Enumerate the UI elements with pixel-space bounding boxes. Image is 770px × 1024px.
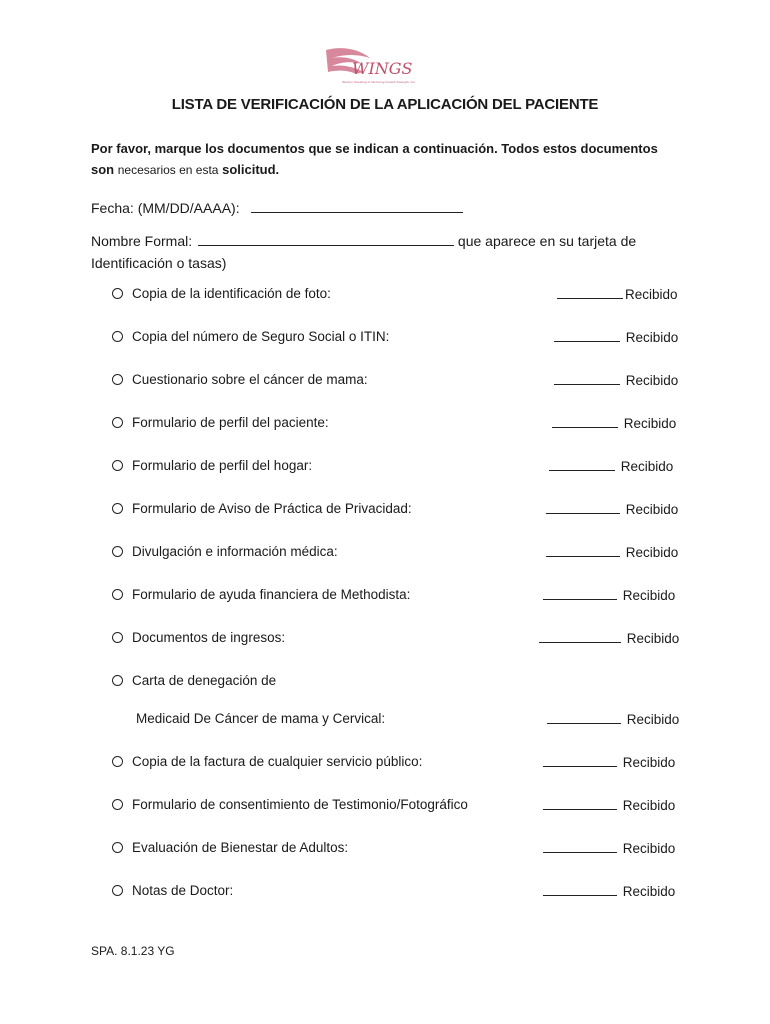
footer-code: SPA. 8.1.23 YG bbox=[91, 944, 175, 958]
checkbox-circle-icon[interactable] bbox=[112, 799, 123, 810]
received-input-line[interactable] bbox=[547, 711, 621, 724]
received-field bbox=[543, 883, 675, 899]
checklist-item bbox=[112, 286, 331, 301]
received-label: Recibido bbox=[625, 545, 679, 560]
name-line2: Identificación o tasas) bbox=[91, 255, 227, 271]
checklist-item bbox=[112, 372, 368, 387]
checkbox-circle-icon[interactable] bbox=[112, 460, 123, 471]
received-field bbox=[543, 754, 675, 770]
received-input-line[interactable] bbox=[539, 630, 621, 643]
checkbox-circle-icon[interactable] bbox=[112, 675, 123, 686]
received-label: Recibido bbox=[622, 755, 676, 770]
checklist-item bbox=[112, 415, 329, 430]
name-label: Nombre Formal: bbox=[91, 233, 193, 249]
received-field bbox=[549, 458, 673, 474]
received-input-line[interactable] bbox=[554, 329, 620, 342]
received-label: Recibido bbox=[623, 416, 677, 431]
received-label: Recibido bbox=[626, 712, 680, 727]
received-label: Recibido bbox=[620, 459, 674, 474]
received-input-line[interactable] bbox=[554, 372, 620, 385]
checkbox-circle-icon[interactable] bbox=[112, 756, 123, 767]
item-label: Formulario de ayuda financiera de Methodista: bbox=[132, 587, 411, 602]
checkbox-circle-icon[interactable] bbox=[112, 589, 123, 600]
received-label: Recibido bbox=[622, 841, 676, 856]
received-label: Recibido bbox=[622, 798, 676, 813]
received-input-line[interactable] bbox=[543, 840, 617, 853]
received-input-line[interactable] bbox=[549, 458, 615, 471]
checkbox-circle-icon[interactable] bbox=[112, 885, 123, 896]
received-field bbox=[543, 797, 675, 813]
received-label: Recibido bbox=[622, 588, 676, 603]
received-field bbox=[557, 286, 678, 302]
received-label: Recibido bbox=[625, 287, 678, 302]
received-input-line[interactable] bbox=[552, 415, 618, 428]
received-label: Recibido bbox=[626, 631, 680, 646]
checklist-item bbox=[112, 544, 338, 559]
item-label: Formulario de consentimiento de Testimonio/Fotográfico bbox=[132, 797, 468, 812]
checkbox-circle-icon[interactable] bbox=[112, 331, 123, 342]
checklist-item bbox=[112, 883, 233, 898]
received-field bbox=[554, 329, 678, 345]
received-field bbox=[546, 501, 678, 517]
item-label: Formulario de perfil del paciente: bbox=[132, 415, 329, 430]
name-suffix: que aparece en su tarjeta de bbox=[457, 233, 637, 249]
date-field bbox=[91, 200, 463, 216]
logo-tagline: Women Investing In Nurturing Growth Strength, Inc. bbox=[342, 80, 416, 84]
item-label-continuation: Medicaid De Cáncer de mama y Cervical: bbox=[136, 711, 386, 726]
checkbox-circle-icon[interactable] bbox=[112, 546, 123, 557]
checkbox-circle-icon[interactable] bbox=[112, 374, 123, 385]
item-label: Copia de la factura de cualquier servicio público: bbox=[132, 754, 423, 769]
checkbox-circle-icon[interactable] bbox=[112, 842, 123, 853]
name-field bbox=[91, 230, 691, 274]
intro-bold-1: Por favor, marque los documentos que se indican a continuación. Todos estos documentos bbox=[91, 141, 658, 156]
checklist-item bbox=[112, 329, 389, 344]
checklist-item bbox=[112, 501, 412, 516]
item-label: Copia del número de Seguro Social o ITIN: bbox=[132, 329, 390, 344]
item-label: Carta de denegación de bbox=[132, 673, 277, 688]
item-label: Divulgación e información médica: bbox=[132, 544, 338, 559]
checklist-item bbox=[112, 458, 312, 473]
checklist-item bbox=[112, 797, 468, 812]
checklist-item bbox=[112, 673, 276, 688]
intro-text bbox=[91, 138, 691, 181]
checkbox-circle-icon[interactable] bbox=[112, 632, 123, 643]
checklist-item bbox=[112, 630, 285, 645]
item-label: Formulario de Aviso de Práctica de Privacidad: bbox=[132, 501, 412, 516]
name-input-line[interactable] bbox=[198, 233, 454, 246]
checklist-item bbox=[112, 754, 422, 769]
checkbox-circle-icon[interactable] bbox=[112, 288, 123, 299]
received-input-line[interactable] bbox=[543, 754, 617, 767]
checklist-item bbox=[112, 840, 348, 855]
page-title: LISTA DE VERIFICACIÓN DE LA APLICACIÓN DEL PACIENTE bbox=[171, 96, 599, 113]
received-input-line[interactable] bbox=[543, 587, 617, 600]
received-field bbox=[543, 840, 675, 856]
received-input-line[interactable] bbox=[543, 883, 617, 896]
intro-normal: necesarios en esta bbox=[117, 163, 219, 177]
received-field bbox=[547, 711, 679, 727]
item-label: Cuestionario sobre el cáncer de mama: bbox=[132, 372, 368, 387]
received-field bbox=[543, 587, 675, 603]
received-field bbox=[552, 415, 676, 431]
checklist-item bbox=[112, 587, 410, 602]
date-label: Fecha: (MM/DD/AAAA): bbox=[91, 200, 240, 216]
logo-brand-text: WINGS bbox=[352, 59, 413, 78]
date-input-line[interactable] bbox=[251, 200, 463, 213]
received-field bbox=[554, 372, 678, 388]
received-label: Recibido bbox=[622, 884, 676, 899]
received-field bbox=[539, 630, 679, 646]
item-label: Copia de la identificación de foto: bbox=[132, 286, 331, 301]
item-label: Evaluación de Bienestar de Adultos: bbox=[132, 840, 349, 855]
intro-bold-2: son bbox=[91, 162, 115, 177]
received-label: Recibido bbox=[625, 373, 679, 388]
checkbox-circle-icon[interactable] bbox=[112, 503, 123, 514]
item-label: Documentos de ingresos: bbox=[132, 630, 286, 645]
checklist-item-continuation bbox=[136, 711, 385, 726]
received-input-line[interactable] bbox=[546, 544, 620, 557]
intro-bold-3: solicitud. bbox=[222, 162, 280, 177]
received-input-line[interactable] bbox=[543, 797, 617, 810]
received-input-line[interactable] bbox=[557, 286, 623, 299]
item-label: Formulario de perfil del hogar: bbox=[132, 458, 313, 473]
received-label: Recibido bbox=[625, 330, 679, 345]
received-field bbox=[546, 544, 678, 560]
received-input-line[interactable] bbox=[546, 501, 620, 514]
checkbox-circle-icon[interactable] bbox=[112, 417, 123, 428]
received-label: Recibido bbox=[625, 502, 679, 517]
item-label: Notas de Doctor: bbox=[132, 883, 234, 898]
